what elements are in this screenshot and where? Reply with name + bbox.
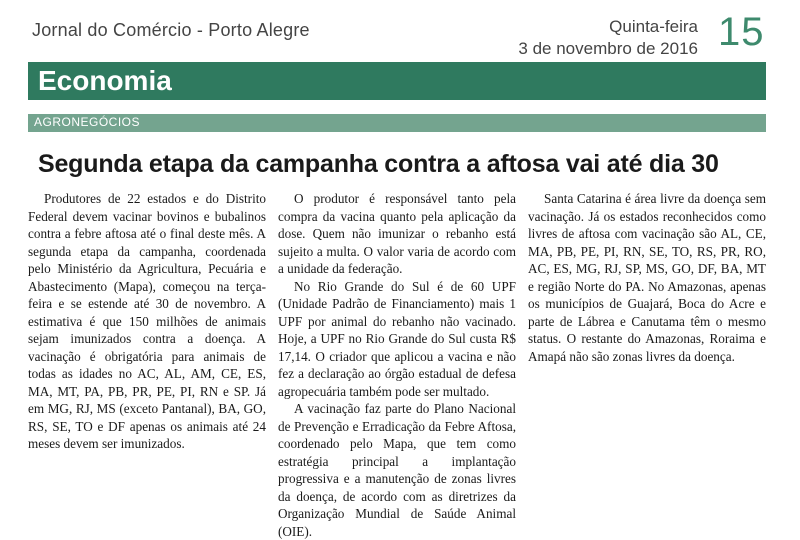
topic-bar (28, 114, 766, 132)
issue-date (518, 16, 698, 60)
page-number: 15 (718, 10, 765, 54)
publication-name: Jornal do Comércio - Porto Alegre (32, 20, 310, 40)
article-paragraph: No Rio Grande do Sul é de 60 UPF (Unidade Padrão de Financiamento) mais 1 UPF por animal do rebanho não vacinado. Hoje, a UPF no Rio Grande do Sul custa R$ 17,14. O criador que aplicou a vacina e não fez a declaração ao órgão estadual de defesa agropecuária também pode ser multado. (278, 278, 516, 399)
article-paragraph: O produtor é responsável tanto pela compra da vacina quanto pela aplicação da dose. Quem não imunizar o rebanho está sujeito a multa. O valor varia de acordo com a unidade da federação. (278, 191, 516, 276)
article-paragraph: Produtores de 22 estados e do Distrito Federal devem vacinar bovinos e bubalinos contra a febre aftosa até o final deste mês. A segunda etapa da campanha, coordenada pelo Ministério da Agricultura, Pecuária e Abastecimento (Mapa), começou na terça-feira e se estende até 30 de novembro. A estimativa é que 150 milhões de animais sejam imunizados contra a doença. A vacinação é obrigatória para animais de todas as idades no AC, AL, AM, CE, ES, MA, MT, PA, PB, PR, PE, PI, RN e SP. Já em MG, RJ, MS (exceto Pantanal), BA, GO, RS, SE, TO e DF apenas os animais até 24 meses devem ser imunizados. (28, 191, 266, 451)
weekday: Quinta-feira (609, 17, 698, 36)
topic-label: AGRONEGÓCIOS (34, 115, 141, 129)
section-header (28, 62, 766, 100)
article-paragraph: A vacinação faz parte do Plano Nacional de Prevenção e Erradicação da Febre Aftosa, coordenado pelo Mapa, que tem como estratégia principal a implantação progressiva e a manutenção de zonas livres da doença, de acordo com as diretrizes da Organização Mundial de Saúde Animal (OIE). (278, 401, 516, 539)
date: 3 de novembro de 2016 (518, 39, 698, 58)
article-paragraph: Santa Catarina é área livre da doença sem vacinação. Já os estados reconhecidos como livres de aftosa com vacinação são AL, CE, MA, PB, PE, PI, RN, SE, TO, RS, PR, RO, AC, ES, MG, RJ, SP, MS, GO, DF, BA, MT e região Norte do PA. No Amazonas, apenas os municípios de Guajará, Boca do Acre e parte de Lábrea e Canutama têm o mesmo status. O restante do Amazonas, Roraima e Amapá não são zonas livres da doença. (528, 191, 766, 364)
section-title: Economia (38, 65, 172, 96)
article-headline: Segunda etapa da campanha contra a aftosa vai até dia 30 (38, 150, 719, 178)
